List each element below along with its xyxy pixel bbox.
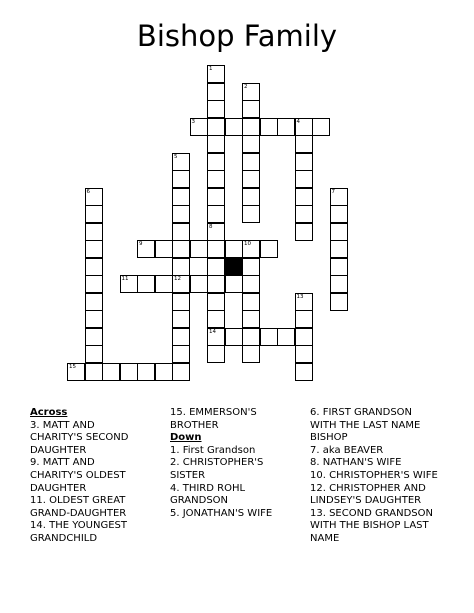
grid-cell[interactable]	[295, 310, 313, 328]
grid-cell[interactable]	[295, 153, 313, 171]
clue-down-7: 7. aka BEAVER	[310, 444, 384, 456]
grid-cell[interactable]	[207, 345, 225, 363]
grid-cell[interactable]	[225, 328, 243, 346]
clue-number: 5	[174, 153, 178, 160]
grid-cell[interactable]	[295, 328, 313, 346]
grid-cell[interactable]	[172, 345, 190, 363]
grid-cell[interactable]	[242, 188, 260, 206]
grid-cell[interactable]	[67, 363, 85, 381]
clue-down-1: 1. First Grandson	[170, 444, 256, 456]
clues-column-3	[310, 407, 460, 546]
grid-cell[interactable]	[85, 293, 103, 311]
grid-cell[interactable]	[242, 118, 260, 136]
grid-cell[interactable]	[207, 153, 225, 171]
grid-cell[interactable]	[155, 240, 173, 258]
clue-number: 13	[296, 293, 304, 300]
grid-cell[interactable]	[242, 100, 260, 118]
clue-down-4: 4. THIRD ROHL GRANDSON	[170, 482, 246, 507]
black-square	[225, 258, 243, 276]
grid-cell[interactable]	[172, 363, 190, 381]
clues-column-2	[170, 407, 300, 520]
grid-cell[interactable]	[85, 223, 103, 241]
grid-cell[interactable]	[85, 240, 103, 258]
grid-cell[interactable]	[207, 135, 225, 153]
grid-cell[interactable]	[330, 240, 348, 258]
grid-cell[interactable]	[207, 118, 225, 136]
grid-cell[interactable]	[120, 275, 138, 293]
grid-cell[interactable]	[207, 258, 225, 276]
grid-cell[interactable]	[172, 275, 190, 293]
grid-cell[interactable]	[295, 188, 313, 206]
clue-across-3: 3. MATT AND CHARITY'S SECOND DAUGHTER	[30, 419, 129, 456]
grid-cell[interactable]	[295, 205, 313, 223]
grid-cell[interactable]	[295, 223, 313, 241]
grid-cell[interactable]	[225, 275, 243, 293]
grid-cell[interactable]	[225, 118, 243, 136]
grid-cell[interactable]	[85, 345, 103, 363]
clue-number: 11	[121, 276, 129, 282]
clue-number: 14	[209, 328, 216, 335]
clue-down-5: 5. JONATHAN'S WIFE	[170, 507, 273, 519]
grid-cell[interactable]	[207, 170, 225, 188]
clue-number: 1	[209, 66, 213, 72]
grid-cell[interactable]	[190, 275, 208, 293]
clue-across-14: 14. THE YOUNGEST GRANDCHILD	[30, 520, 127, 544]
grid-cell[interactable]	[102, 363, 120, 381]
clues-column-1	[30, 407, 160, 546]
clue-number: 10	[244, 241, 251, 247]
clue-number: 8	[209, 223, 213, 230]
grid-cell[interactable]	[277, 118, 295, 136]
clue-number: 3	[191, 118, 195, 125]
grid-cell[interactable]	[260, 328, 278, 346]
clue-across-11: 11. OLDEST GREAT GRAND-DAUGHTER	[30, 495, 127, 519]
grid-cell[interactable]	[172, 258, 190, 276]
grid-cell[interactable]	[172, 188, 190, 206]
grid-cell[interactable]	[85, 188, 103, 206]
grid-cell[interactable]	[172, 223, 190, 241]
grid-cell[interactable]	[242, 345, 260, 363]
grid-cell[interactable]	[242, 310, 260, 328]
grid-cell[interactable]	[85, 363, 103, 381]
grid-cell[interactable]	[295, 170, 313, 188]
clue-down-12: 12. CHRISTOPHER AND LINDSEY'S DAUGHTER	[310, 482, 426, 507]
grid-cell[interactable]	[242, 328, 260, 346]
grid-cell[interactable]	[172, 293, 190, 311]
grid-cell[interactable]	[85, 258, 103, 276]
grid-cell[interactable]	[207, 188, 225, 206]
grid-cell[interactable]	[207, 328, 225, 346]
grid-cell[interactable]	[120, 363, 138, 381]
clue-number: 15	[69, 363, 76, 370]
grid-cell[interactable]	[330, 188, 348, 206]
grid-cell[interactable]	[207, 275, 225, 293]
clue-down-2: 2. CHRISTOPHER'S SISTER	[170, 457, 264, 481]
grid-cell[interactable]	[242, 170, 260, 188]
grid-cell[interactable]	[277, 328, 295, 346]
grid-cell[interactable]	[330, 275, 348, 293]
clue-across-9: 9. MATT AND CHARITY'S OLDEST DAUGHTER	[30, 457, 126, 494]
clue-across-15: 15. EMMERSON'S BROTHER	[170, 407, 257, 431]
grid-cell[interactable]	[242, 258, 260, 276]
grid-cell[interactable]	[85, 310, 103, 328]
grid-cell[interactable]	[190, 240, 208, 258]
grid-cell[interactable]	[207, 223, 225, 241]
grid-cell[interactable]	[242, 205, 260, 223]
grid-cell[interactable]	[207, 205, 225, 223]
clue-number: 7	[331, 188, 335, 195]
grid-cell[interactable]	[242, 293, 260, 311]
page-title: Bishop Family	[136, 19, 338, 53]
clue-number: 2	[244, 83, 248, 90]
clue-number: 6	[86, 188, 90, 195]
grid-cell[interactable]	[330, 293, 348, 311]
grid-cell[interactable]	[207, 240, 225, 258]
grid-cell[interactable]	[207, 100, 225, 118]
grid-cell[interactable]	[172, 310, 190, 328]
grid-cell[interactable]	[85, 275, 103, 293]
clue-down-8: 8. NATHAN'S WIFE	[310, 457, 402, 469]
grid-cell[interactable]	[207, 65, 225, 83]
clue-number: 4	[296, 118, 300, 125]
grid-cell[interactable]	[295, 345, 313, 363]
grid-cell[interactable]	[172, 240, 190, 258]
grid-cell[interactable]	[207, 293, 225, 311]
clue-down-6: 6. FIRST GRANDSON WITH THE LAST NAME BISHOP	[310, 407, 421, 444]
grid-cell[interactable]	[260, 240, 278, 258]
clue-down-13: 13. SECOND GRANDSON WITH THE BISHOP LAST NAME	[310, 507, 433, 544]
grid-cell[interactable]	[242, 153, 260, 171]
grid-cell[interactable]	[242, 240, 260, 258]
grid-cell[interactable]	[172, 328, 190, 346]
grid-cell[interactable]	[295, 118, 313, 136]
grid-cell[interactable]	[260, 118, 278, 136]
grid-cell[interactable]	[242, 135, 260, 153]
grid-cell[interactable]	[207, 83, 225, 101]
grid-cell[interactable]	[225, 240, 243, 258]
grid-cell[interactable]	[155, 363, 173, 381]
down-heading: Down	[170, 432, 202, 444]
clue-number: 12	[174, 276, 181, 282]
grid-cell[interactable]	[207, 310, 225, 328]
grid-cell[interactable]	[242, 83, 260, 101]
grid-cell[interactable]	[330, 258, 348, 276]
clue-down-10: 10. CHRISTOPHER'S WIFE	[310, 469, 438, 481]
grid-cell[interactable]	[330, 205, 348, 223]
across-heading: Across	[30, 407, 68, 418]
grid-cell[interactable]	[295, 293, 313, 311]
grid-cell[interactable]	[190, 118, 208, 136]
grid-cell[interactable]	[155, 275, 173, 293]
grid-cell[interactable]	[312, 118, 330, 136]
grid-cell[interactable]	[295, 363, 313, 381]
grid-cell[interactable]	[85, 205, 103, 223]
grid-cell[interactable]	[295, 135, 313, 153]
clue-number: 9	[139, 241, 143, 247]
grid-cell[interactable]	[172, 170, 190, 188]
grid-cell[interactable]	[242, 275, 260, 293]
grid-cell[interactable]	[330, 223, 348, 241]
grid-cell[interactable]	[137, 363, 155, 381]
grid-cell[interactable]	[172, 153, 190, 171]
grid-cell[interactable]	[172, 205, 190, 223]
grid-cell[interactable]	[137, 275, 155, 293]
grid-cell[interactable]	[137, 240, 155, 258]
grid-cell[interactable]	[85, 328, 103, 346]
